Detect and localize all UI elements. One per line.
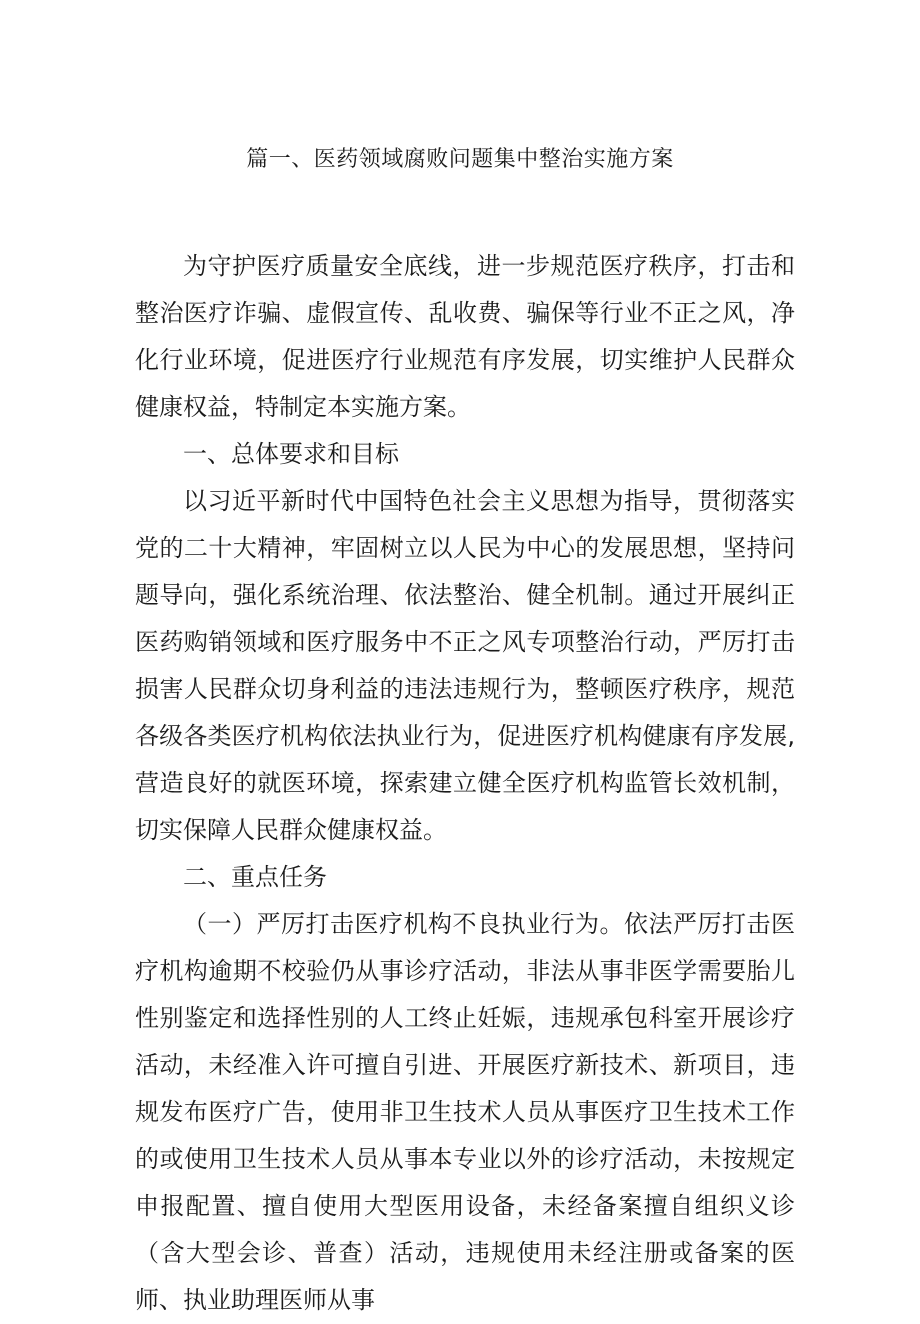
section-heading-1: 一、总体要求和目标 bbox=[183, 440, 399, 468]
section-heading-2: 二、重点任务 bbox=[183, 863, 327, 891]
section-2-paragraph: （一）严厉打击医疗机构不良执业行为。依法严厉打击医疗机构逾期不校验仍从事诊疗活动，非法从事非医学需要胎儿性别鉴定和选择性别的人工终止妊娠，违规承包科室开展诊疗活动，未经准入许可擅自引进、开展医疗新技术、新项目，违规发布医疗广告，使用非卫生技术人员从事医疗卫生技术工作的或使用卫生技术人员从事本专业以外的诊疗活动，未按规定申报配置、擅自使用大型医用设备，未经备案擅自组织义诊（含大型会诊、普查）活动，违规使用未经注册或备案的医师、执业助理医师从事 bbox=[135, 910, 795, 1314]
intro-paragraph: 为守护医疗质量安全底线，进一步规范医疗秩序，打击和整治医疗诈骗、虚假宣传、乱收费、骗保等行业不正之风，净化行业环境，促进医疗行业规范有序发展，切实维护人民群众健康权益，特制定本实施方案。 bbox=[135, 252, 795, 421]
document-title: 篇一、医药领域腐败问题集中整治实施方案 bbox=[246, 147, 674, 172]
document-body bbox=[135, 243, 795, 1324]
section-1-paragraph: 以习近平新时代中国特色社会主义思想为指导，贯彻落实党的二十大精神，牢固树立以人民为中心的发展思想，坚持问题导向，强化系统治理、依法整治、健全机制。通过开展纠正医药购销领域和医疗服务中不正之风专项整治行动，严厉打击损害人民群众切身利益的违法违规行为，整顿医疗秩序，规范各级各类医疗机构依法执业行为，促进医疗机构健康有序发展,营造良好的就医环境，探索建立健全医疗机构监管长效机制，切实保障人民群众健康权益。 bbox=[135, 487, 795, 844]
